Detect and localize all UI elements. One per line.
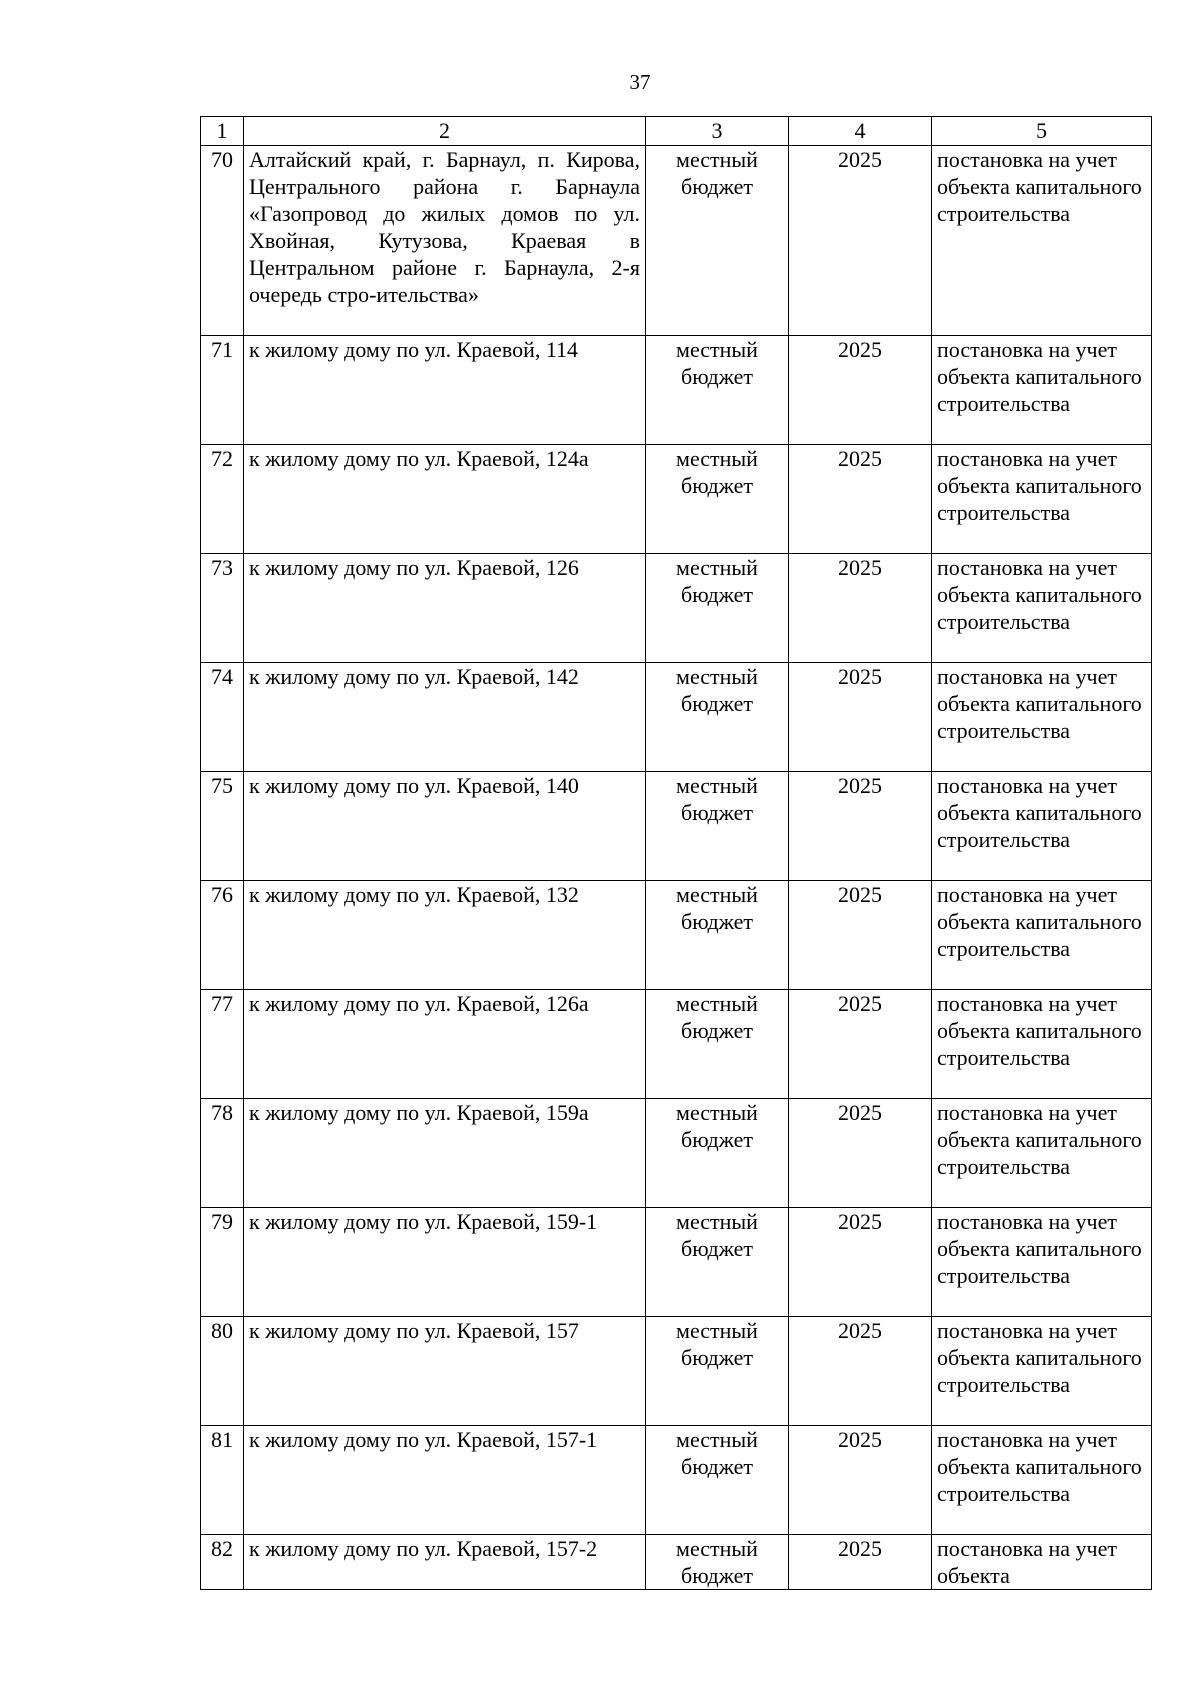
funding-source-cell: местный бюджет [646,663,789,772]
row-number-cell: 79 [201,1208,244,1317]
year-cell: 2025 [789,772,932,881]
table-row [201,336,1152,445]
object-name-cell: к жилому дому по ул. Краевой, 124а [244,445,646,554]
object-name-cell: к жилому дому по ул. Краевой, 126 [244,554,646,663]
row-number-cell: 72 [201,445,244,554]
table-row [201,1426,1152,1535]
row-number-cell: 76 [201,881,244,990]
table-row [201,445,1152,554]
header-cell-5: 5 [932,117,1152,146]
row-number-cell: 73 [201,554,244,663]
year-cell: 2025 [789,1317,932,1426]
action-cell: постановка на учет объекта капитального строительства [932,1208,1152,1317]
object-name-cell: к жилому дому по ул. Краевой, 114 [244,336,646,445]
funding-source-cell: местный бюджет [646,1426,789,1535]
action-cell: постановка на учет объекта капитального строительства [932,445,1152,554]
object-name-cell: к жилому дому по ул. Краевой, 159-1 [244,1208,646,1317]
object-name-cell: к жилому дому по ул. Краевой, 157 [244,1317,646,1426]
year-cell: 2025 [789,336,932,445]
action-cell: постановка на учет объекта капитального строительства [932,336,1152,445]
funding-source-cell: местный бюджет [646,1208,789,1317]
row-number-cell: 77 [201,990,244,1099]
table-row [201,1099,1152,1208]
funding-source-cell: местный бюджет [646,445,789,554]
object-name-cell: к жилому дому по ул. Краевой, 140 [244,772,646,881]
action-cell: постановка на учет объекта капитального строительства [932,772,1152,881]
action-cell: постановка на учет объекта капитального строительства [932,1099,1152,1208]
object-name-cell: к жилому дому по ул. Краевой, 159а [244,1099,646,1208]
row-number-cell: 70 [201,146,244,336]
table-row [201,554,1152,663]
action-cell: постановка на учет объекта капитального строительства [932,554,1152,663]
header-cell-2: 2 [244,117,646,146]
row-number-cell: 75 [201,772,244,881]
row-number-cell: 80 [201,1317,244,1426]
year-cell: 2025 [789,554,932,663]
table-row [201,772,1152,881]
table-row [201,990,1152,1099]
funding-source-cell: местный бюджет [646,1099,789,1208]
funding-source-cell: местный бюджет [646,1317,789,1426]
row-number-cell: 71 [201,336,244,445]
row-number-cell: 74 [201,663,244,772]
action-cell: постановка на учет объекта капитального строительства [932,990,1152,1099]
action-cell: постановка на учет объекта [932,1535,1152,1590]
funding-source-cell: местный бюджет [646,1535,789,1590]
action-cell: постановка на учет объекта капитального строительства [932,881,1152,990]
row-number-cell: 81 [201,1426,244,1535]
year-cell: 2025 [789,1099,932,1208]
table-row [201,1208,1152,1317]
table-row [201,881,1152,990]
table-row [201,146,1152,336]
document-table [200,116,1152,1590]
year-cell: 2025 [789,881,932,990]
year-cell: 2025 [789,663,932,772]
row-number-cell: 82 [201,1535,244,1590]
year-cell: 2025 [789,990,932,1099]
page-number: 37 [629,70,651,94]
action-cell: постановка на учет объекта капитального строительства [932,1426,1152,1535]
table-body [201,117,1152,1590]
object-name-cell: к жилому дому по ул. Краевой, 126а [244,990,646,1099]
table-header-row [201,117,1152,146]
year-cell: 2025 [789,445,932,554]
year-cell: 2025 [789,1535,932,1590]
object-name-cell: к жилому дому по ул. Краевой, 132 [244,881,646,990]
table-row [201,1317,1152,1426]
funding-source-cell: местный бюджет [646,990,789,1099]
object-name-cell: к жилому дому по ул. Краевой, 157-2 [244,1535,646,1590]
object-name-cell: Алтайский край, г. Барнаул, п. Кирова, Центрального района г. Барнаула «Газопровод до жилых домов по ул. Хвойная, Кутузова, Краевая в Центральном районе г. Барнаула, 2-я очередь стро-ительства» [244,146,646,336]
action-cell: постановка на учет объекта капитального строительства [932,146,1152,336]
table-row [201,1535,1152,1590]
funding-source-cell: местный бюджет [646,881,789,990]
year-cell: 2025 [789,146,932,336]
row-number-cell: 78 [201,1099,244,1208]
funding-source-cell: местный бюджет [646,772,789,881]
header-cell-3: 3 [646,117,789,146]
object-name-cell: к жилому дому по ул. Краевой, 157-1 [244,1426,646,1535]
object-name-cell: к жилому дому по ул. Краевой, 142 [244,663,646,772]
year-cell: 2025 [789,1208,932,1317]
funding-source-cell: местный бюджет [646,336,789,445]
header-cell-1: 1 [201,117,244,146]
action-cell: постановка на учет объекта капитального строительства [932,1317,1152,1426]
table-row [201,663,1152,772]
header-cell-4: 4 [789,117,932,146]
action-cell: постановка на учет объекта капитального строительства [932,663,1152,772]
funding-source-cell: местный бюджет [646,554,789,663]
year-cell: 2025 [789,1426,932,1535]
funding-source-cell: местный бюджет [646,146,789,336]
